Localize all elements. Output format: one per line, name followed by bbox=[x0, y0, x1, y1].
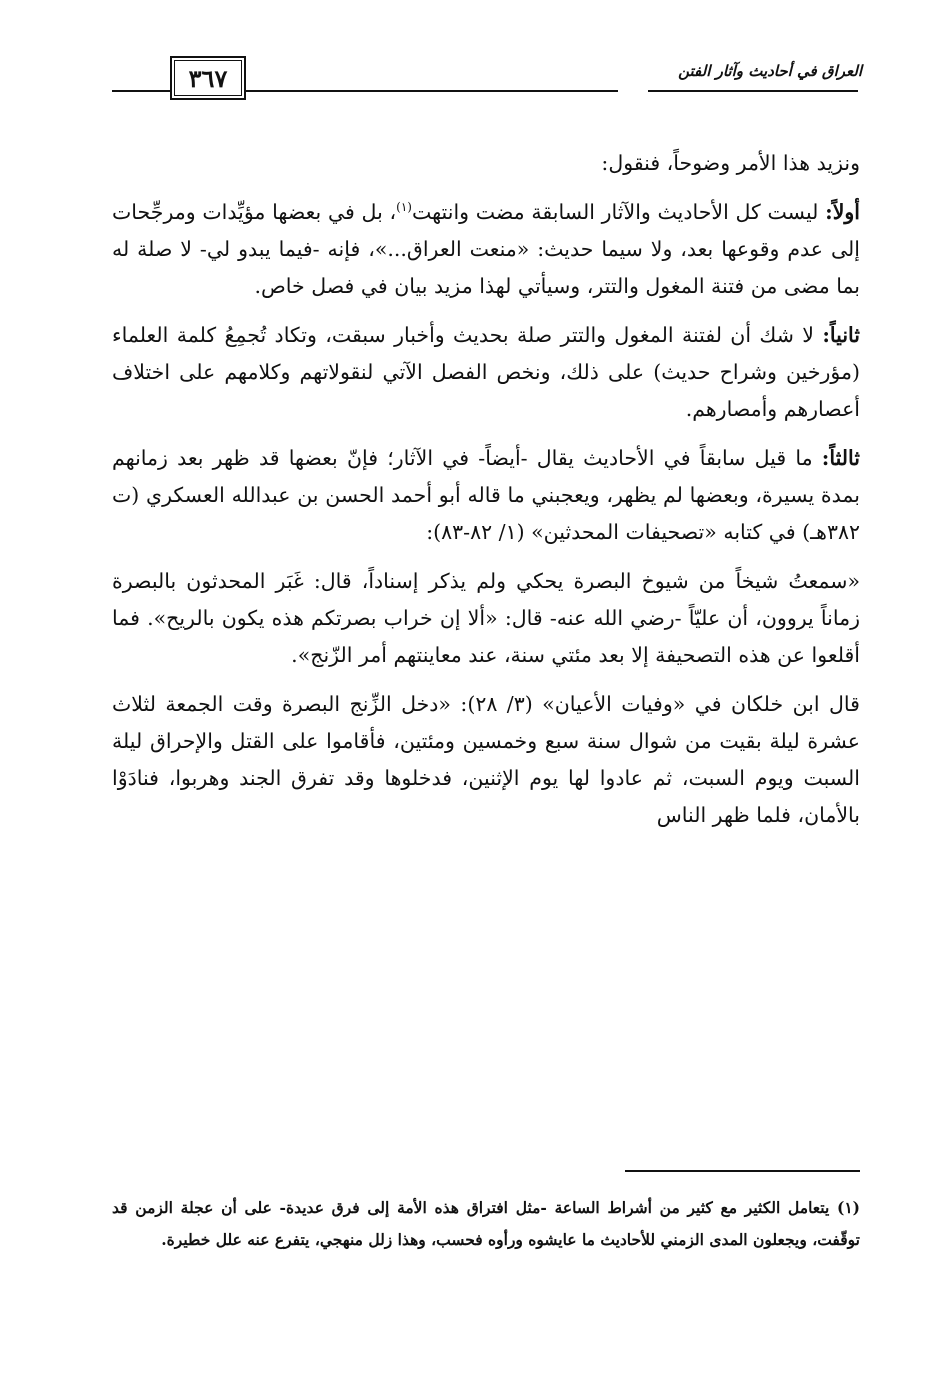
paragraph-ibn-khallikan: قال ابن خلكان في «وفيات الأعيان» (٣/ ٢٨): «دخل الزِّنج البصرة وقت الجمعة لثلاث عشرة ليلة بقيت من شوال سنة سبع وخمسين ومئتين، فأقاموا على القتل والإحراق ليلة السبت ويوم السبت، ثم عادوا لها يوم الإثنين، فدخلوها وقد تفرق الجند وهربوا، فنادَوْا بالأمان، فلما ظهر الناس bbox=[112, 692, 860, 827]
paragraph-third-lead: ثالثاً: bbox=[821, 446, 860, 470]
paragraph-first-lead: أولاً: bbox=[825, 200, 860, 224]
footnote: (١) يتعامل الكثير مع كثير من أشراط الساعة -مثل افتراق هذه الأمة إلى فرق عديدة- على أن عجلة الزمن قد توقّفت، ويجعلون المدى الزمني للأحاديث ما عايشوه ورأوه فحسب، وهذا زلل منهجي، يتفرع عنه علل خطيرة. bbox=[112, 1198, 860, 1249]
paragraph-first bbox=[112, 194, 860, 305]
paragraph-first-text-b: ، بل في بعضها مؤيِّدات ومرجِّحات إلى عدم وقوعها بعد، ولا سيما حديث: «منعت العراق...»، فإنه -فيما يبدو لي- لا صلة له بما مضى من فتنة المغول والتتر، وسيأتي لهذا مزيد بيان في فصل خاص. bbox=[112, 200, 860, 298]
paragraph-second-lead: ثانياً: bbox=[822, 323, 860, 347]
main-text bbox=[112, 145, 860, 846]
paragraph-second-text: لا شك أن لفتنة المغول والتتر صلة بحديث وأخبار سبقت، وتكاد تُجمِعُ كلمة العلماء (مؤرخين وشراح حديث) على ذلك، ونخص الفصل الآتي لنقولاتهم وكلامهم على اختلاف أعصارهم وأمصارهم. bbox=[112, 323, 860, 421]
intro-paragraph: ونزيد هذا الأمر وضوحاً، فنقول: bbox=[601, 151, 860, 175]
header-rule-left bbox=[112, 90, 170, 92]
footnote-reference[interactable]: (١) bbox=[396, 200, 412, 215]
quotation-paragraph: «سمعتُ شيخاً من شيوخ البصرة يحكي ولم يذكر إسناداً، قال: غَبَر المحدثون بالبصرة زماناً يروون، أن عليّاً -رضي الله عنه- قال: «ألا إن خراب بصرتكم هذه يكون بالريح». فما أقلعوا عن هذه التصحيفة إلا بعد مئتي سنة، عند معاينتهم أمر الزّنج». bbox=[112, 569, 860, 667]
header-rule-middle bbox=[246, 90, 618, 92]
paragraph-second bbox=[112, 317, 860, 428]
paragraph-first-text-a: ليست كل الأحاديث والآثار السابقة مضت وانتهت bbox=[411, 200, 826, 224]
page-number: ٣٦٧ bbox=[188, 63, 228, 93]
page-number-box bbox=[170, 56, 246, 100]
footnote-separator bbox=[625, 1170, 860, 1172]
paragraph-third-text: ما قيل سابقاً في الأحاديث يقال -أيضاً- في الآثار؛ فإنّ بعضها قد ظهر بعد زمانهم بمدة يسيرة، وبعضها لم يظهر، ويعجبني ما قاله أبو أحمد الحسن بن عبدالله العسكري (ت ٣٨٢هـ) في كتابه «تصحيفات المحدثين» (١/ ٨٢-٨٣): bbox=[112, 446, 860, 544]
running-header-title: العراق في أحاديث وآثار الفتن bbox=[678, 62, 862, 80]
paragraph-third bbox=[112, 440, 860, 551]
